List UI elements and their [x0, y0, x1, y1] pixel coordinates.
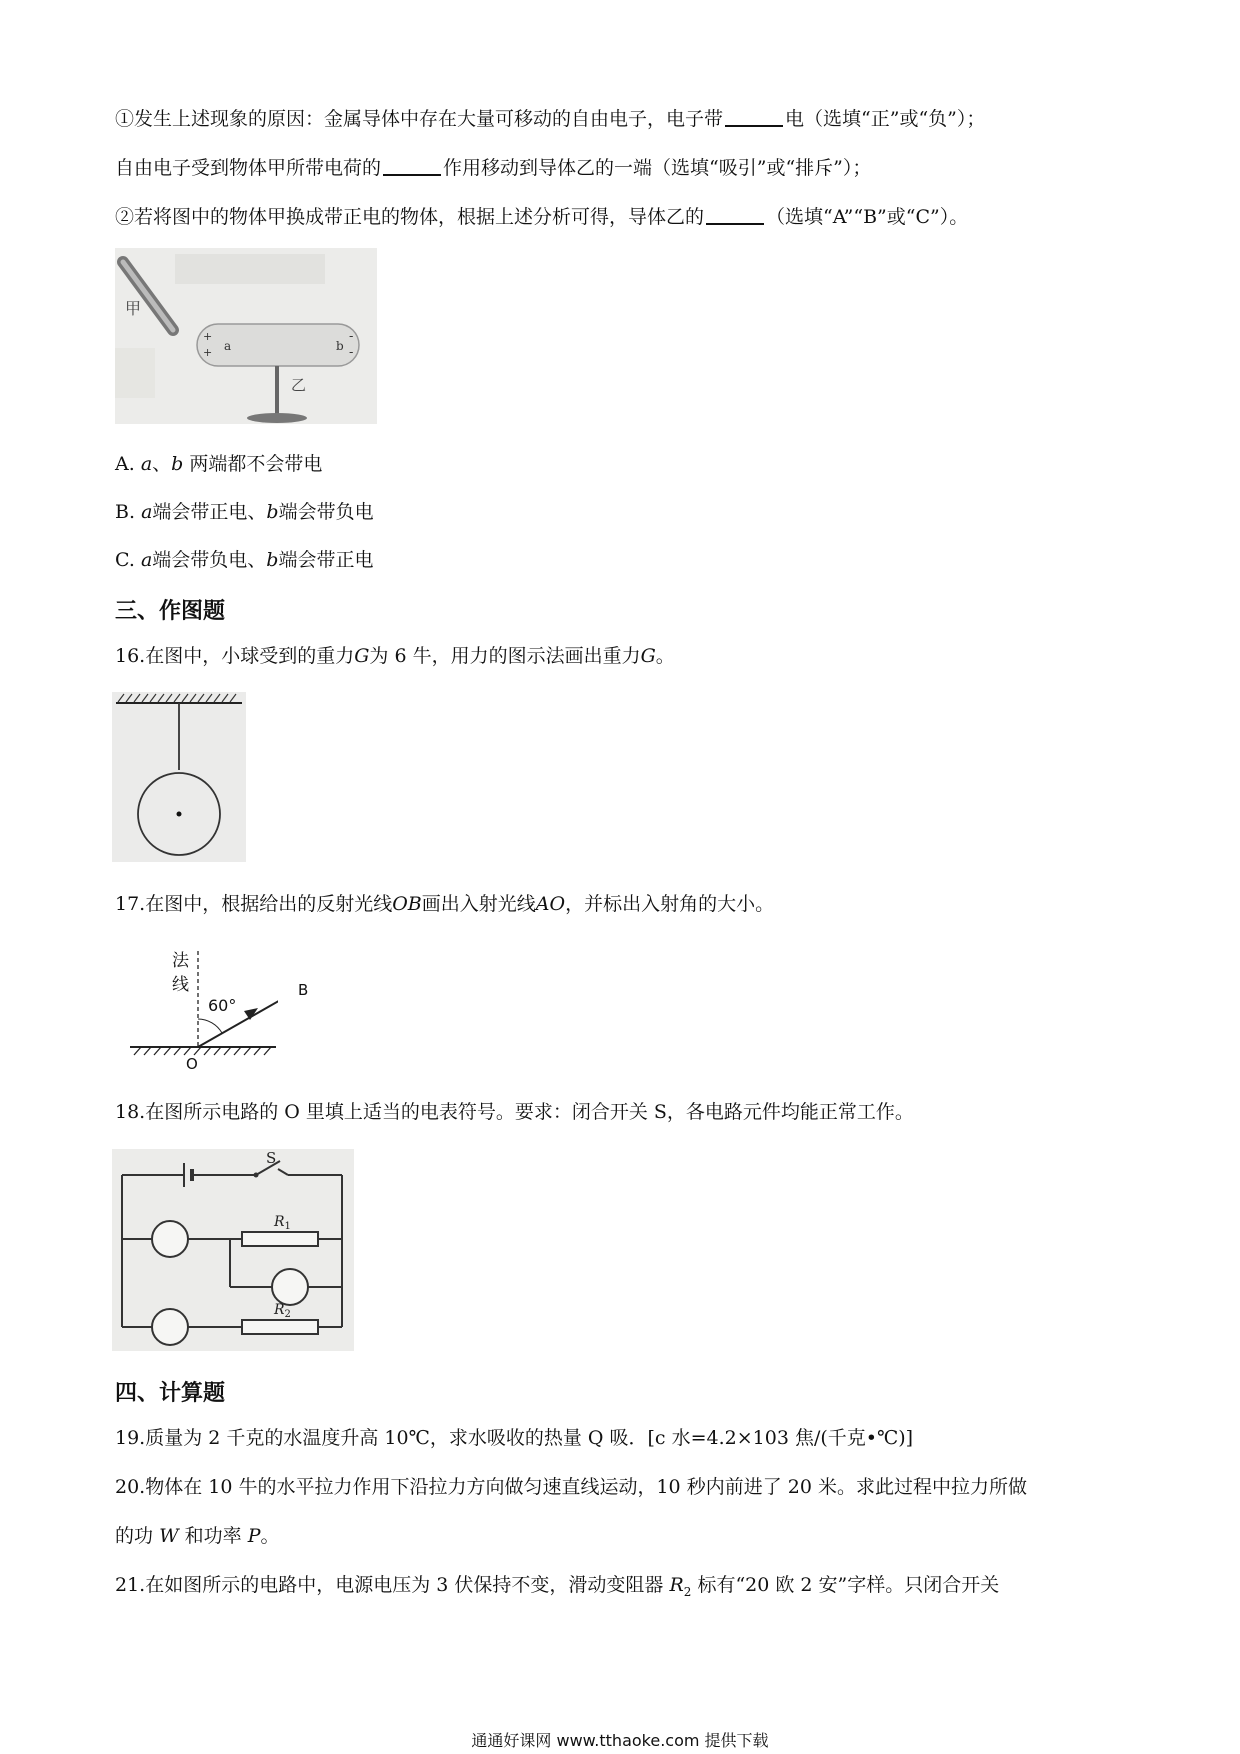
meter-circle-3 [152, 1309, 188, 1345]
induction-figure [115, 248, 377, 424]
center-dot [177, 812, 182, 817]
option-c: C. a端会带负电、b端会带正电 [115, 549, 374, 571]
meter-circle-2 [272, 1269, 308, 1305]
resistor-r2 [242, 1320, 318, 1334]
answer-blank [725, 107, 783, 127]
r1-label: $R_1$ [274, 1214, 291, 1232]
r2-label: $R_2$ [274, 1302, 291, 1320]
q20-line1: 20.物体在 10 牛的水平拉力作用下沿拉力方向做匀速直线运动，10 秒内前进了 20 米。求此过程中拉力所做 [115, 1476, 1027, 1498]
switch-label: S [266, 1149, 277, 1167]
reflection-figure [130, 948, 278, 1074]
q15-sub1-line2: 自由电子受到物体甲所带电荷的 作用移动到导体乙的一端（选填“吸引”或“排斥”）； [115, 157, 872, 179]
label-jia: 甲 [125, 299, 142, 318]
label-yi: 乙 [291, 376, 307, 394]
angle-arc [198, 1019, 222, 1033]
section-heading-drawing: 三、作图题 [115, 599, 226, 624]
label-b: b [336, 339, 344, 353]
svg-text:+: + [203, 346, 213, 359]
answer-blank [706, 205, 764, 225]
svg-text:-: - [349, 345, 354, 360]
conductor-yi [197, 324, 359, 366]
svg-text:线: 线 [172, 975, 189, 995]
q21-text: 21.在如图所示的电路中，电源电压为 3 伏保持不变，滑动变阻器 $R_2$ 标有“20 欧 2 安”字样。只闭合开关 [115, 1574, 1000, 1599]
angle-label: 60° [208, 996, 237, 1015]
q15-sub2-line: ②若将图中的物体甲换成带正电的物体，根据上述分析可得，导体乙的 （选填“A”“B”或“C”）。 [115, 206, 969, 228]
meter-circle-1 [152, 1221, 188, 1257]
option-a: A. a、b 两端都不会带电 [115, 453, 323, 475]
q15-sub1-line1: ①发生上述现象的原因：金属导体中存在大量可移动的自由电子，电子带 电（选填“正”或“负”）； [115, 108, 986, 130]
page-footer: 通通好课网 www.tthaoke.com 提供下载 [471, 1731, 769, 1750]
label-a: a [224, 339, 232, 353]
svg-text:B: B [298, 981, 309, 999]
answer-blank [383, 156, 441, 176]
option-b: B. a端会带正电、b端会带负电 [115, 501, 374, 523]
pendulum-figure [112, 692, 246, 862]
point-b-label-wrap [290, 975, 320, 1005]
svg-text:法: 法 [172, 951, 189, 971]
svg-text:-: - [349, 329, 354, 344]
point-o-label: O [186, 1055, 198, 1073]
circuit-figure [112, 1149, 354, 1351]
section-heading-calculation: 四、计算题 [115, 1381, 226, 1406]
resistor-r1 [242, 1232, 318, 1246]
q18-text: 18.在图所示电路的 O 里填上适当的电表符号。要求：闭合开关 S，各电路元件均能正常工作。 [115, 1101, 914, 1123]
q16-text: 16.在图中，小球受到的重力G为 6 牛，用力的图示法画出重力G。 [115, 645, 675, 667]
svg-text:+: + [203, 330, 213, 343]
q17-text: 17.在图中，根据给出的反射光线OB画出入射光线AO，并标出入射角的大小。 [115, 893, 775, 915]
q19-text: 19.质量为 2 千克的水温度升高 10℃，求水吸收的热量 Q 吸．[c 水=4.2×103 焦/(千克•℃)] [115, 1427, 914, 1449]
q20-line2: 的功 W 和功率 P。 [115, 1525, 280, 1547]
